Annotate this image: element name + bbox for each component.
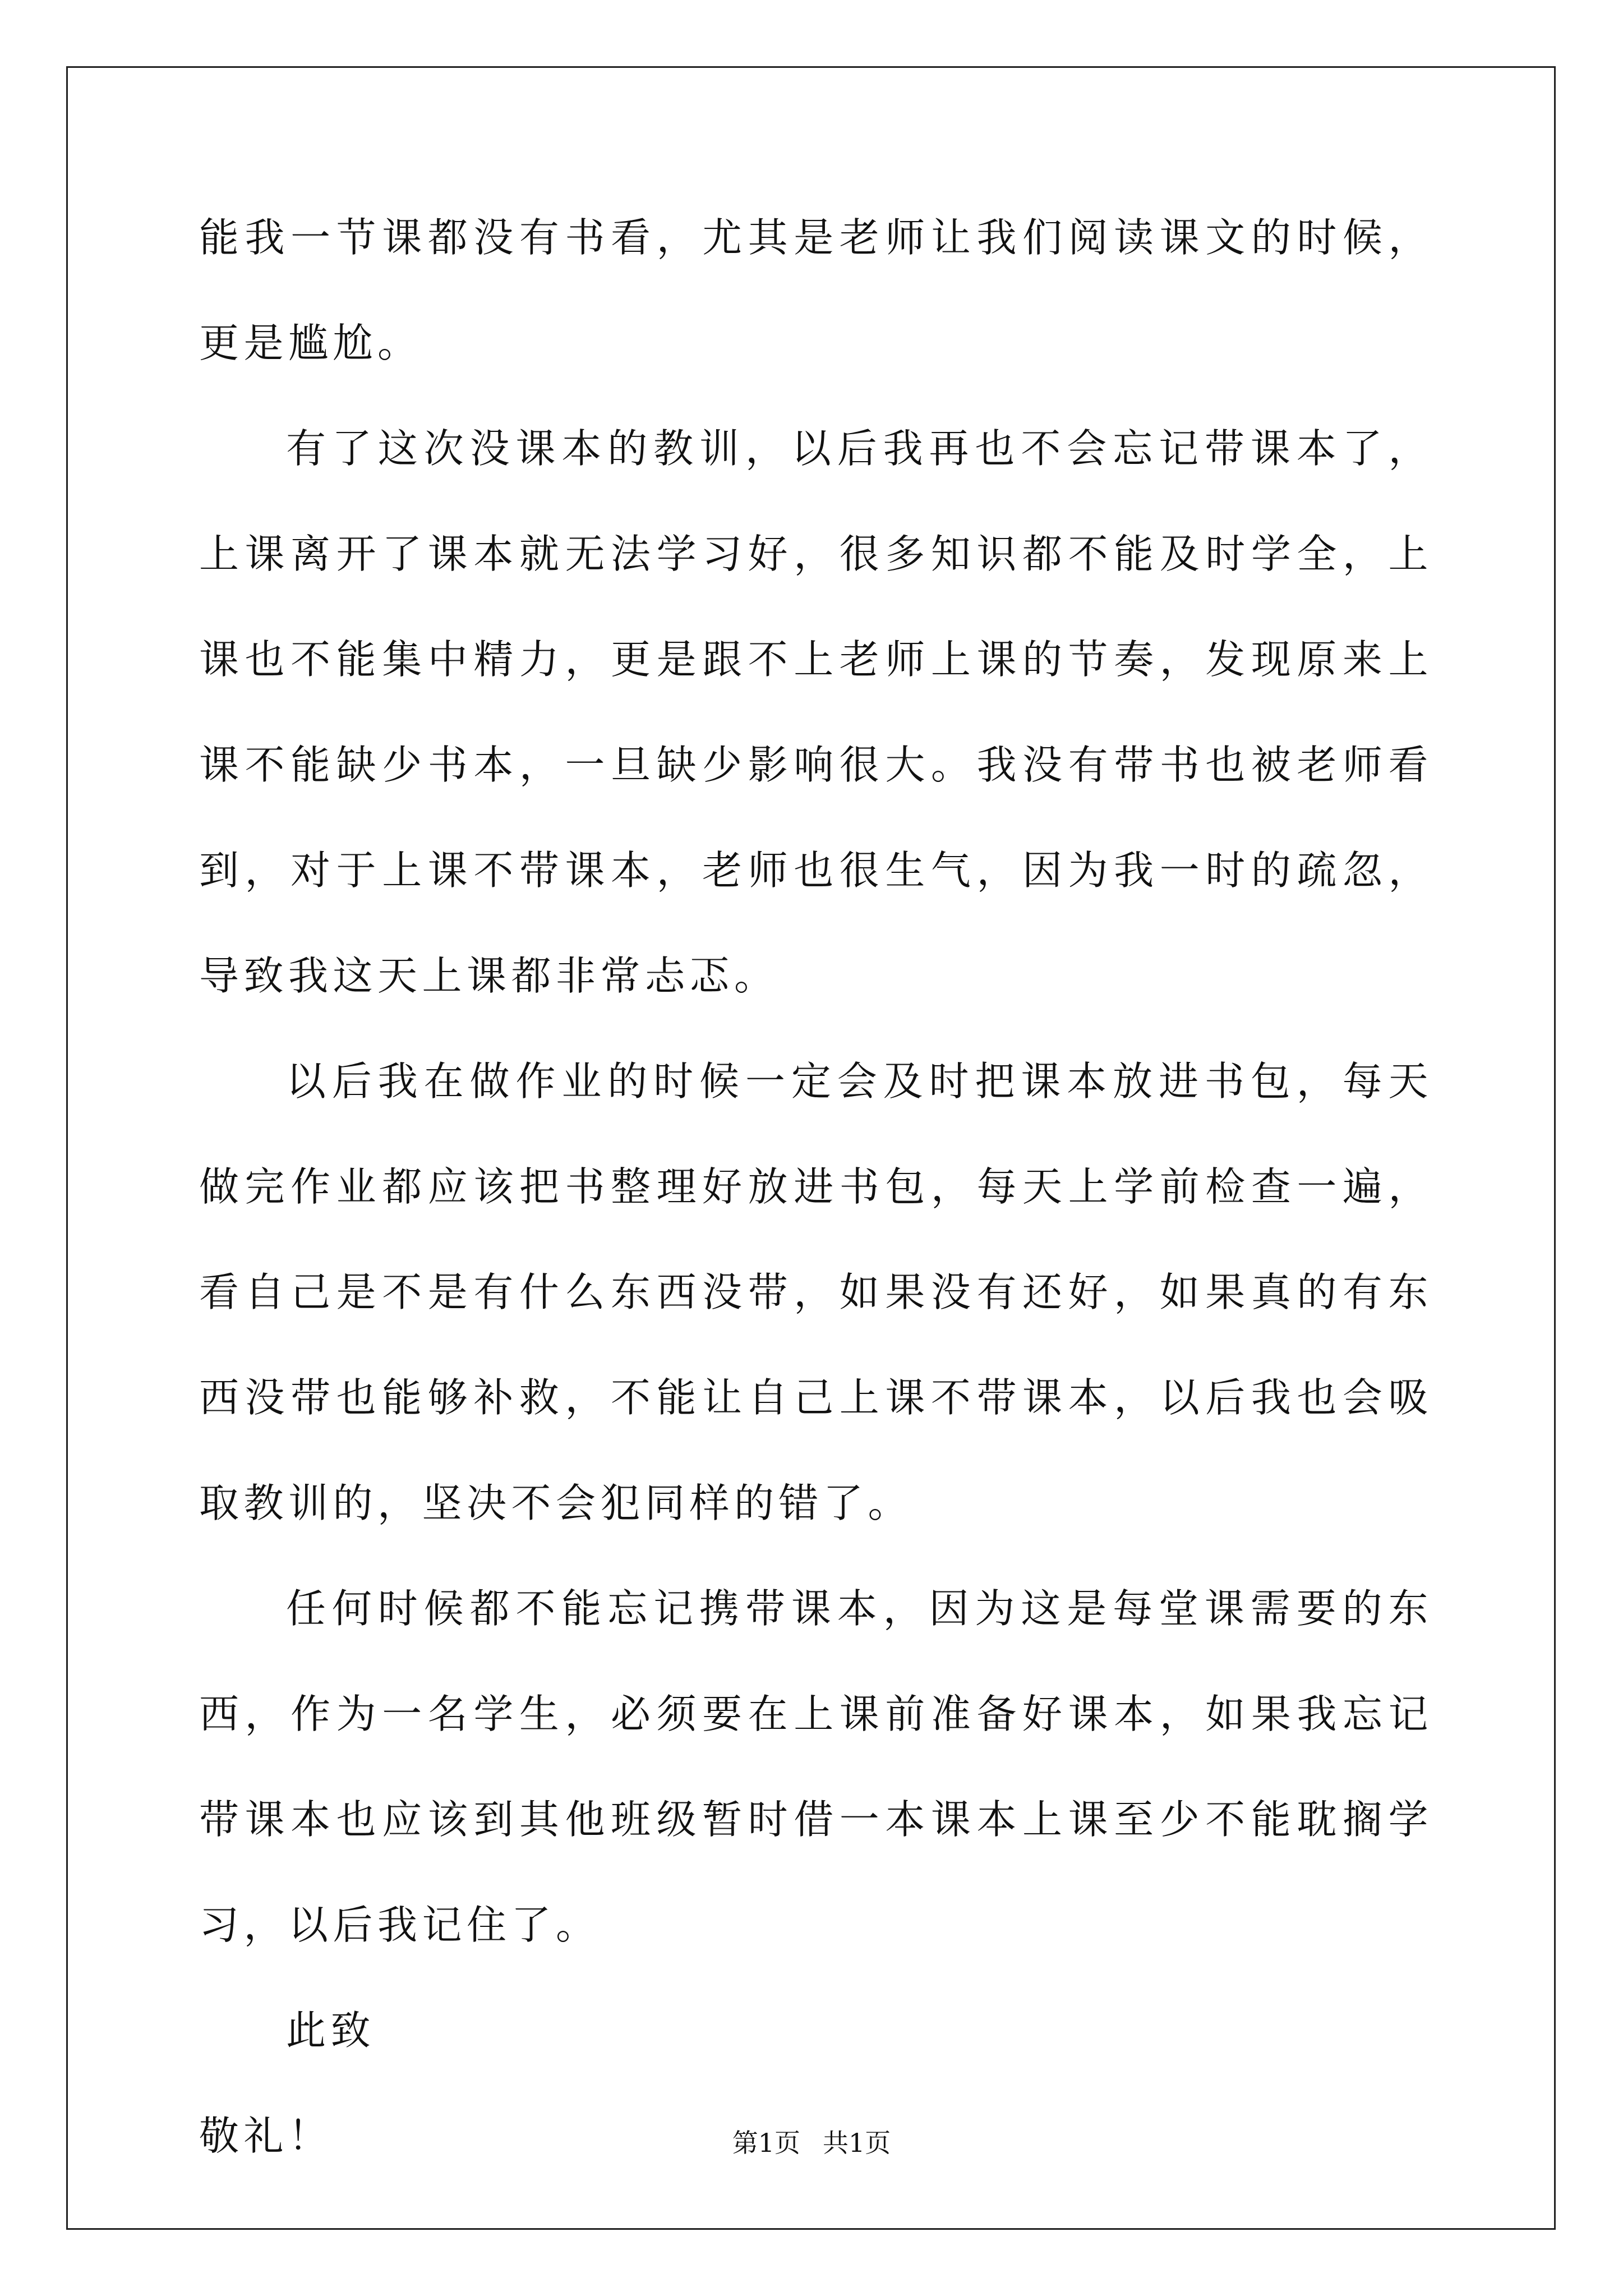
paragraph-1: 能我一节课都没有书看，尤其是老师让我们阅读课文的时候，更是尴尬。	[199, 214, 1433, 366]
salutation-line: 敬礼！	[199, 2113, 333, 2159]
closing-line: 此致	[286, 2007, 376, 2054]
page-number: 第1页	[732, 2128, 800, 2158]
letter-body	[199, 185, 1433, 2189]
paragraph-2: 有了这次没课本的教训，以后我再也不会忘记带课本了，上课离开了课本就无法学习好，很多知识都不能及时学全，上课也不能集中精力，更是跟不上老师上课的节奏，发现原来上课不能缺少书本，一旦缺少影响很大。我没有带书也被老师看到，对于上课不带课本，老师也很生气，因为我一时的疏忽，导致我这天上课都非常忐忑。	[199, 425, 1433, 999]
page-total: 共1页	[823, 2128, 891, 2158]
paragraph-3: 以后我在做作业的时候一定会及时把课本放进书包，每天做完作业都应该把书整理好放进书包，每天上学前检查一遍，看自己是不是有什么东西没带，如果没有还好，如果真的有东西没带也能够补救，不能让自己上课不带课本，以后我也会吸取教训的，坚决不会犯同样的错了。	[199, 1058, 1433, 1526]
page-footer	[0, 2126, 1623, 2160]
paragraph-4: 任何时候都不能忘记携带课本，因为这是每堂课需要的东西，作为一名学生，必须要在上课前准备好课本，如果我忘记带课本也应该到其他班级暂时借一本课本上课至少不能耽搁学习，以后我记住了。	[199, 1585, 1433, 1948]
